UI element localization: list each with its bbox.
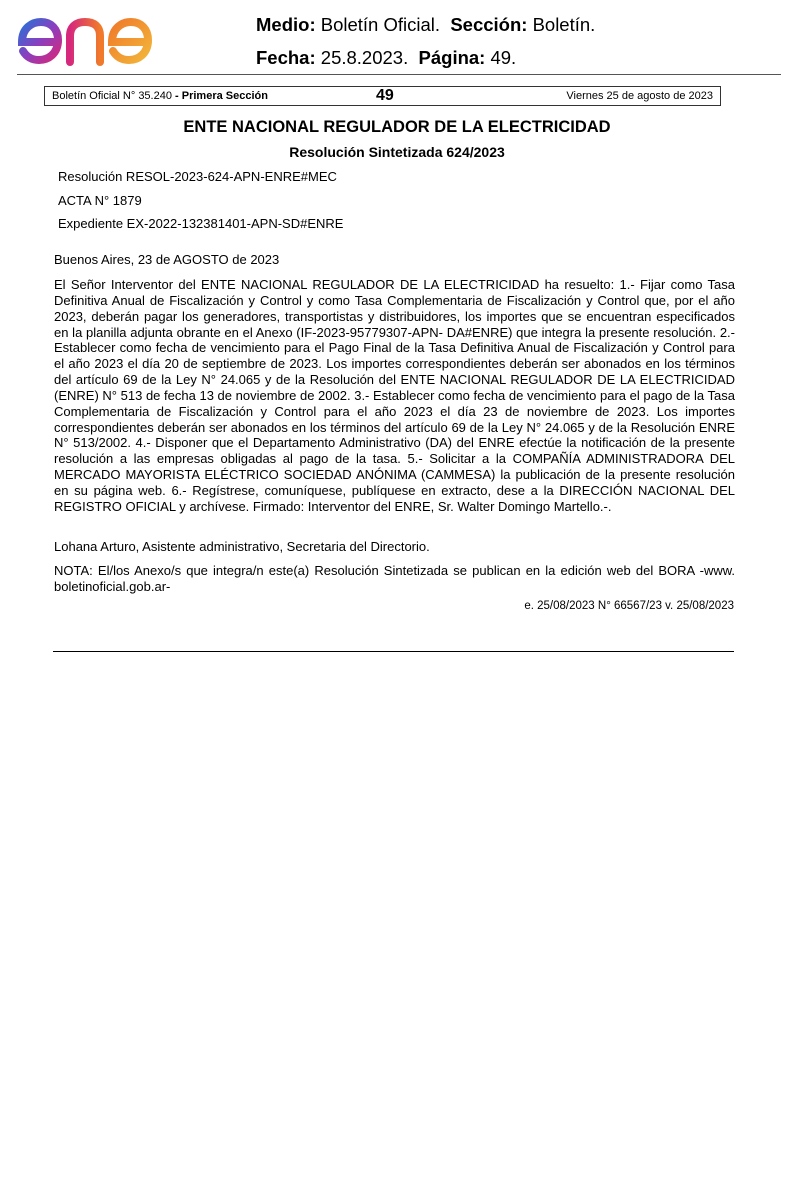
resolution-title: Resolución Sintetizada 624/2023 xyxy=(289,144,505,160)
pagina-label: Página: xyxy=(418,47,486,68)
clipping-line-1 xyxy=(256,8,595,41)
bulletin-issue xyxy=(52,90,268,102)
clipping-line-2 xyxy=(256,41,595,74)
fecha-value: 25.8.2023. xyxy=(320,47,409,68)
organization-title: ENTE NACIONAL REGULADOR DE LA ELECTRICIDAD xyxy=(183,118,611,136)
bulletin-number: Boletín Oficial N° 35.240 xyxy=(52,90,172,102)
resolution-body: El Señor Interventor del ENTE NACIONAL REGULADOR DE LA ELECTRICIDAD ha resuelto: 1.- Fijar como Tasa Definitiva Anual de Fiscalización y Control y como Tasa Complementaria de Fiscalización y Control que, por el año 2023, deberán pagar los generadores, transportistas y distribuidores, los importes que se encuentran especificados en la planilla adjunta obrante en el Anexo (IF-2023-95779307-APN- DA#ENRE) que integra la presente resolución. 2.- Establecer como fecha de vencimiento para el Pago Final de la Tasa Definitiva Anual de Fiscalización y Control para el año 2023 el día 20 de septiembre de 2023. Los importes correspondientes deberán ser abonados en los términos del artículo 69 de la Ley N° 24.065 y de la Resolución del ENTE NACIONAL REGULADOR DE LA ELECTRICIDAD (ENRE) N° 513 de fecha 13 de noviembre de 2002. 3.- Establecer como fecha de vencimiento para el pago de la Tasa Complementaria de Fiscalización y Control para el año 2023 el día 23 de noviembre de 2023. Los importes correspondientes deberán ser abonados en los términos del artículo 69 de la Ley N° 24.065 y de la Resolución ENRE N° 513/2002. 4.- Disponer que el Departamento Administrativo (DA) del ENRE efectúe la notificación de la presente resolución a las empresas obligadas al pago de la tasa. 5.- Solicitar a la COMPAÑÍA ADMINISTRADORA DEL MERCADO MAYORISTA ELÉCTRICO SOCIEDAD ANÓNIMA (CAMMESA) la publicación de la presente resolución en su página web. 6.- Regístrese, comuníquese, publíquese en extracto, dese a la DIRECCIÓN NACIONAL DEL REGISTRO OFICIAL y archívese. Firmado: Interventor del ENRE, Sr. Walter Domingo Martello.-. xyxy=(54,277,735,514)
bulletin-header xyxy=(44,86,721,106)
pagina-value: 49. xyxy=(490,47,517,68)
header-divider xyxy=(17,74,781,75)
edict-reference: e. 25/08/2023 N° 66567/23 v. 25/08/2023 xyxy=(524,600,734,612)
nota-paragraph: NOTA: El/los Anexo/s que integra/n este(a) Resolución Sintetizada se publican en la edición web del BORA -www. boletinoficial.gob.ar- xyxy=(54,563,735,594)
seccion-label: Sección: xyxy=(450,14,528,35)
footer-divider xyxy=(53,651,734,652)
bulletin-section: - Primera Sección xyxy=(175,90,268,102)
medio-label: Medio: xyxy=(256,14,316,35)
ref-acta: ACTA N° 1879 xyxy=(58,193,142,208)
clipping-meta xyxy=(256,8,595,74)
fecha-label: Fecha: xyxy=(256,47,316,68)
medio-value: Boletín Oficial. xyxy=(320,14,441,35)
bulletin-page-number: 49 xyxy=(376,87,394,104)
ref-resolution: Resolución RESOL-2023-624-APN-ENRE#MEC xyxy=(58,169,337,184)
ref-expediente: Expediente EX-2022-132381401-APN-SD#ENRE xyxy=(58,216,344,231)
bulletin-date: Viernes 25 de agosto de 2023 xyxy=(566,90,713,102)
place-date: Buenos Aires, 23 de AGOSTO de 2023 xyxy=(54,252,280,267)
seccion-value: Boletín. xyxy=(532,14,596,35)
signature-line: Lohana Arturo, Asistente administrativo, Secretaria del Directorio. xyxy=(54,539,430,554)
enel-logo xyxy=(14,4,186,68)
